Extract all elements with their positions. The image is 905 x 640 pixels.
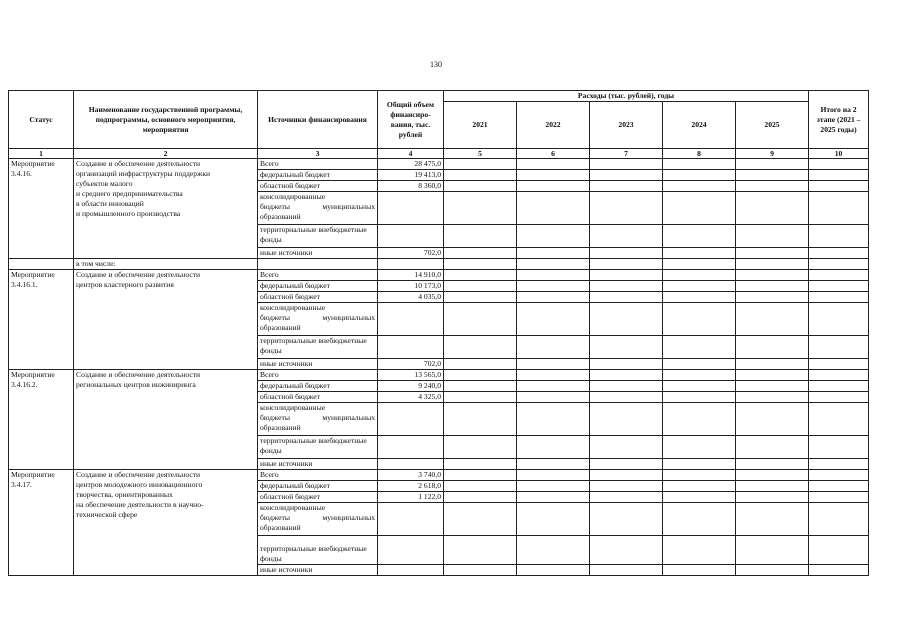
source-consolidated-line: образований xyxy=(260,523,301,532)
header-result: Итого на 2 этапе (2021 – 2025 годы) xyxy=(809,91,869,149)
source-consolidated-line: бюджеты xyxy=(260,313,290,322)
header-year: 2024 xyxy=(663,102,736,149)
source-consolidated-line: образований xyxy=(260,323,301,332)
value-consolidated xyxy=(378,192,444,225)
column-number: 3 xyxy=(258,149,378,159)
value-regional: 4 325,0 xyxy=(378,392,444,403)
header-year: 2021 xyxy=(444,102,517,149)
source-other: иные источники xyxy=(258,459,378,470)
row-status: Мероприятие 3.4.16.1. xyxy=(9,270,74,370)
row-status: Мероприятие 3.4.16.2. xyxy=(9,370,74,470)
value-territorial xyxy=(378,436,444,459)
value-consolidated xyxy=(378,403,444,436)
column-number: 1 xyxy=(9,149,74,159)
source-consolidated-line: муниципальных xyxy=(322,313,375,322)
source-consolidated-line: бюджеты xyxy=(260,513,290,522)
table-row xyxy=(9,259,869,270)
value-consolidated xyxy=(378,503,444,536)
value-regional: 1 122,0 xyxy=(378,492,444,503)
row-name: Создание и обеспечение деятельности региональных центров инжиниринга xyxy=(74,370,258,470)
value-other xyxy=(378,459,444,470)
value-regional: 8 360,0 xyxy=(378,181,444,192)
value-other: 702,0 xyxy=(378,359,444,370)
column-number: 7 xyxy=(590,149,663,159)
source-consolidated-line: муниципальных xyxy=(322,513,375,522)
source-territorial: территориальные внебюджетные фонды xyxy=(258,225,378,248)
source-regional: областной бюджет xyxy=(258,292,378,303)
value-other: 702,0 xyxy=(378,248,444,259)
source-consolidated-line: бюджеты xyxy=(260,413,290,422)
column-number: 9 xyxy=(736,149,809,159)
value-total: 14 910,0 xyxy=(378,270,444,281)
row-name: Создание и обеспечение деятельности организаций инфраструктуры поддержки субъектов малого и среднего предпринимательства в области инноваций и промышленного производства xyxy=(74,159,258,259)
in-total-label: в том числе: xyxy=(74,259,258,270)
source-consolidated xyxy=(258,503,378,536)
value-regional: 4 035,0 xyxy=(378,292,444,303)
header-status: Статус xyxy=(9,91,74,149)
source-other: иные источники xyxy=(258,248,378,259)
source-federal: федеральный бюджет xyxy=(258,281,378,292)
source-territorial: территориальные внебюджетные фонды xyxy=(258,536,378,565)
source-consolidated xyxy=(258,192,378,225)
value-territorial xyxy=(378,536,444,565)
source-federal: федеральный бюджет xyxy=(258,381,378,392)
header-total: Общий объем финансиро-вания, тыс. рублей xyxy=(378,91,444,149)
table-row xyxy=(9,470,869,481)
value-territorial xyxy=(378,336,444,359)
header-name: Наименование государственной программы, подпрограммы, основного мероприятия, мероприятия xyxy=(74,91,258,149)
budget-table xyxy=(8,90,869,576)
source-territorial: территориальные внебюджетные фонды xyxy=(258,336,378,359)
table-row xyxy=(9,270,869,281)
source-total: Всего xyxy=(258,470,378,481)
source-federal: федеральный бюджет xyxy=(258,170,378,181)
row-name: Создание и обеспечение деятельности центров молодежного инновационного творчества, ориентированных на обеспечение деятельности в научно- технической сфере xyxy=(74,470,258,576)
source-consolidated-line: консолидированные xyxy=(260,403,326,412)
source-territorial: территориальные внебюджетные фонды xyxy=(258,436,378,459)
source-consolidated xyxy=(258,403,378,436)
source-federal: федеральный бюджет xyxy=(258,481,378,492)
header-year: 2023 xyxy=(590,102,663,149)
table-row xyxy=(9,370,869,381)
column-number: 10 xyxy=(809,149,869,159)
row-status: Мероприятие 3.4.17. xyxy=(9,470,74,576)
source-other: иные источники xyxy=(258,565,378,576)
table-row xyxy=(9,159,869,170)
header-expenses: Расходы (тыс. рублей), годы xyxy=(444,91,809,102)
column-number: 2 xyxy=(74,149,258,159)
column-number: 4 xyxy=(378,149,444,159)
source-other: иные источники xyxy=(258,359,378,370)
source-consolidated-line: муниципальных xyxy=(322,202,375,211)
value-total: 13 565,0 xyxy=(378,370,444,381)
value-other xyxy=(378,565,444,576)
source-total: Всего xyxy=(258,159,378,170)
source-consolidated-line: консолидированные xyxy=(260,192,326,201)
source-regional: областной бюджет xyxy=(258,492,378,503)
value-federal: 2 618,0 xyxy=(378,481,444,492)
source-consolidated-line: консолидированные xyxy=(260,303,326,312)
page-number: 130 xyxy=(430,60,442,69)
source-consolidated-line: образований xyxy=(260,423,301,432)
header-sources: Источники финансирования xyxy=(258,91,378,149)
row-name: Создание и обеспечение деятельности центров кластерного развития xyxy=(74,270,258,370)
value-federal: 10 173,0 xyxy=(378,281,444,292)
value-consolidated xyxy=(378,303,444,336)
source-consolidated-line: образований xyxy=(260,212,301,221)
row-status: Мероприятие 3.4.16. xyxy=(9,159,74,259)
value-federal: 19 413,0 xyxy=(378,170,444,181)
value-total: 3 740,0 xyxy=(378,470,444,481)
column-number: 5 xyxy=(444,149,517,159)
column-number: 8 xyxy=(663,149,736,159)
value-total: 28 475,0 xyxy=(378,159,444,170)
source-consolidated-line: консолидированные xyxy=(260,503,326,512)
source-consolidated xyxy=(258,303,378,336)
source-consolidated-line: бюджеты xyxy=(260,202,290,211)
source-total: Всего xyxy=(258,270,378,281)
value-territorial xyxy=(378,225,444,248)
source-regional: областной бюджет xyxy=(258,392,378,403)
header-year: 2022 xyxy=(517,102,590,149)
column-number: 6 xyxy=(517,149,590,159)
source-total: Всего xyxy=(258,370,378,381)
source-consolidated-line: муниципальных xyxy=(322,413,375,422)
header-year: 2025 xyxy=(736,102,809,149)
source-regional: областной бюджет xyxy=(258,181,378,192)
value-federal: 9 240,0 xyxy=(378,381,444,392)
